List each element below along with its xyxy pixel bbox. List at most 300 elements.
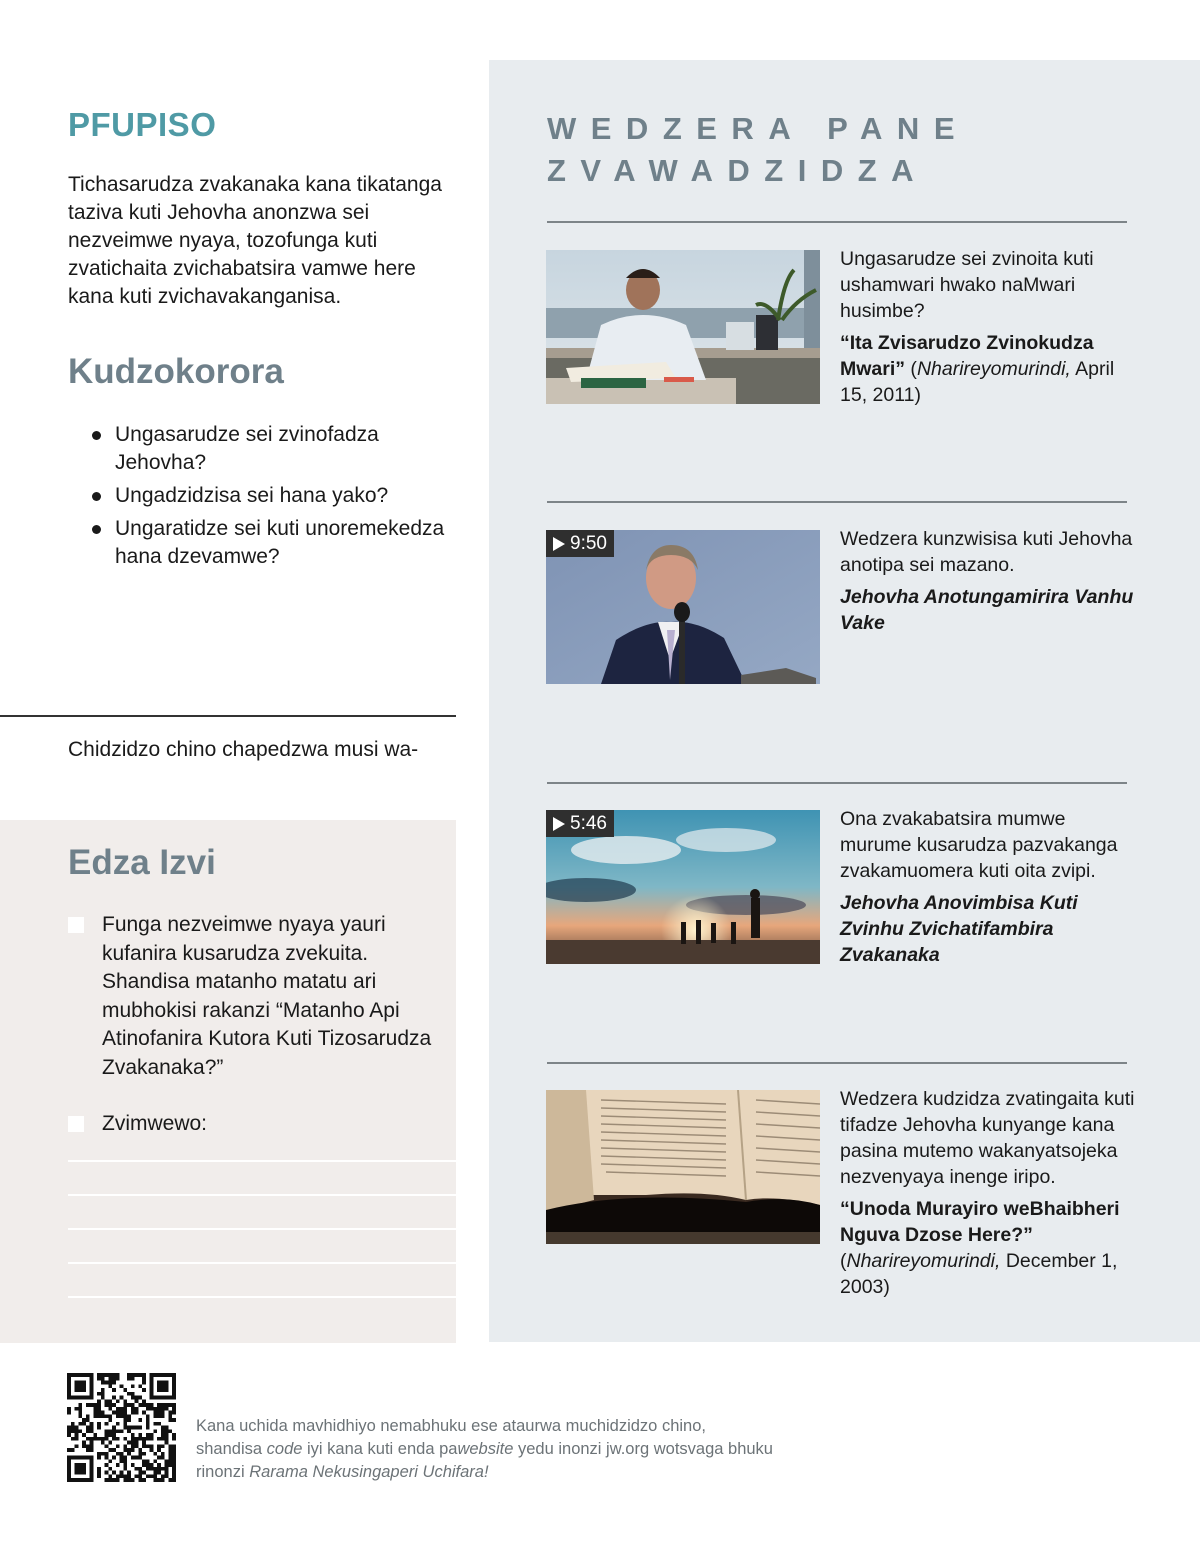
qr-module (67, 1463, 71, 1467)
review-list (92, 421, 452, 576)
qr-module (138, 1471, 142, 1475)
qr-module (93, 1411, 97, 1415)
qr-module (86, 1403, 90, 1407)
publication-name: Nharireyomurindi, (846, 1250, 1001, 1272)
qr-module (67, 1448, 71, 1452)
qr-module (112, 1373, 116, 1377)
completion-date-text: Chidzidzo chino chapedzwa musi wa- (68, 738, 419, 761)
qr-module (131, 1403, 135, 1407)
qr-module (153, 1429, 157, 1433)
article-title[interactable]: “Ita Zvisarudzo Zvinokudza Mwari” (840, 332, 1094, 380)
qr-module (153, 1471, 157, 1475)
footer-website-word: website (457, 1440, 514, 1458)
qr-module (153, 1422, 157, 1426)
qr-module (161, 1384, 165, 1388)
qr-module (165, 1441, 169, 1445)
article-thumbnail[interactable] (546, 1090, 820, 1244)
review-item-text: Ungaratidze sei kuti unoremekedza hana dzevamwe? (115, 517, 445, 568)
qr-module (86, 1373, 90, 1377)
qr-module (78, 1478, 82, 1482)
qr-module (90, 1441, 94, 1445)
qr-module (105, 1478, 109, 1482)
qr-module (135, 1407, 139, 1411)
qr-module (120, 1474, 124, 1478)
qr-module (105, 1422, 109, 1426)
qr-module (157, 1456, 161, 1460)
qr-module (75, 1388, 79, 1392)
qr-module (172, 1444, 176, 1448)
qr-module (172, 1433, 176, 1437)
qr-module (90, 1437, 94, 1441)
qr-module (82, 1456, 86, 1460)
qr-module (153, 1411, 157, 1415)
qr-module (131, 1384, 135, 1388)
qr-module (123, 1422, 127, 1426)
qr-module (142, 1437, 146, 1441)
qr-module (168, 1448, 172, 1452)
qr-module (123, 1467, 127, 1471)
checkbox[interactable] (68, 1116, 84, 1132)
qr-module (78, 1411, 82, 1415)
qr-module (108, 1418, 112, 1422)
qr-module (165, 1396, 169, 1400)
review-item-text: Ungadzidzisa sei hana yako? (115, 484, 389, 507)
qr-module (90, 1474, 94, 1478)
footer-book-title: Rarama Nekusingaperi Uchifara! (249, 1463, 489, 1481)
qr-module (172, 1392, 176, 1396)
qr-module (157, 1384, 161, 1388)
qr-module (161, 1411, 165, 1415)
qr-module (90, 1478, 94, 1482)
qr-module (97, 1373, 101, 1377)
bullet-icon (92, 525, 101, 534)
qr-module (127, 1471, 131, 1475)
qr-module (138, 1474, 142, 1478)
review-item (92, 421, 452, 477)
qr-module (165, 1433, 169, 1437)
qr-module (67, 1407, 71, 1411)
qr-module (168, 1403, 172, 1407)
qr-module (142, 1373, 146, 1377)
qr-module (138, 1456, 142, 1460)
qr-module (105, 1403, 109, 1407)
qr-module (112, 1433, 116, 1437)
writing-line[interactable] (68, 1296, 456, 1298)
qr-module (67, 1392, 71, 1396)
qr-module (157, 1478, 161, 1482)
qr-module (131, 1373, 135, 1377)
qr-module (97, 1399, 101, 1403)
review-item (92, 482, 452, 510)
qr-module (135, 1437, 139, 1441)
qr-module (120, 1414, 124, 1418)
qr-module (97, 1456, 101, 1460)
qr-module (123, 1407, 127, 1411)
qr-module (138, 1437, 142, 1441)
qr-module (153, 1478, 157, 1482)
qr-module (67, 1373, 71, 1377)
qr-module (93, 1403, 97, 1407)
qr-module (75, 1407, 79, 1411)
qr-module (120, 1452, 124, 1456)
qr-module (142, 1403, 146, 1407)
qr-module (161, 1388, 165, 1392)
qr-module (123, 1437, 127, 1441)
qr-module (67, 1384, 71, 1388)
learn-more-item (840, 806, 1140, 968)
qr-module (172, 1471, 176, 1475)
qr-module (127, 1441, 131, 1445)
qr-module (67, 1456, 71, 1460)
section-divider (547, 1062, 1127, 1064)
qr-module (172, 1437, 176, 1441)
qr-module (97, 1422, 101, 1426)
article-reference[interactable]: “Unoda Murayiro weBhaibheri Nguva Dzose Here?” (Nharireyomurindi, December 1, 2003) (840, 1198, 1120, 1298)
qr-module (168, 1444, 172, 1448)
qr-module (153, 1452, 157, 1456)
qr-module (142, 1463, 146, 1467)
qr-module (172, 1388, 176, 1392)
qr-module (82, 1418, 86, 1422)
qr-module (123, 1418, 127, 1422)
open-bible-image (546, 1090, 820, 1244)
qr-module (138, 1426, 142, 1430)
qr-module (138, 1403, 142, 1407)
qr-module (67, 1381, 71, 1385)
item-description: Wedzera kudzidza zvatingaita kuti tifadze Jehovha kunyange kana pasina mutemo wakanyatsojeka nezvenyaya inenge iripo. (840, 1088, 1135, 1188)
item-description: Wedzera kunzwisisa kuti Jehovha anotipa sei mazano. (840, 528, 1133, 576)
qr-module (123, 1388, 127, 1392)
qr-module (172, 1396, 176, 1400)
qr-module (172, 1418, 176, 1422)
qr-module (108, 1381, 112, 1385)
qr-module (75, 1396, 79, 1400)
qr-module (138, 1418, 142, 1422)
qr-module (135, 1396, 139, 1400)
qr-module (138, 1467, 142, 1471)
qr-module (153, 1459, 157, 1463)
qr-module (150, 1388, 154, 1392)
qr-module (108, 1474, 112, 1478)
learn-more-item (840, 526, 1140, 636)
qr-module (101, 1373, 105, 1377)
qr-module (90, 1388, 94, 1392)
qr-module (120, 1396, 124, 1400)
qr-module (105, 1471, 109, 1475)
footer-text-part: iyi kana kuti enda pa (302, 1440, 458, 1458)
qr-module (146, 1426, 150, 1430)
qr-module (90, 1377, 94, 1381)
qr-module (86, 1448, 90, 1452)
qr-module (67, 1474, 71, 1478)
video-thumbnail[interactable] (546, 810, 820, 964)
qr-module (146, 1414, 150, 1418)
qr-module (90, 1422, 94, 1426)
video-duration: 5:46 (570, 813, 607, 834)
qr-module (142, 1471, 146, 1475)
qr-module (172, 1456, 176, 1460)
article-thumbnail[interactable] (546, 250, 820, 404)
qr-module (161, 1437, 165, 1441)
qr-module (161, 1414, 165, 1418)
qr-module (123, 1463, 127, 1467)
qr-module (165, 1407, 169, 1411)
qr-module (146, 1463, 150, 1467)
qr-module (127, 1478, 131, 1482)
qr-module (90, 1448, 94, 1452)
qr-module (138, 1452, 142, 1456)
qr-module (71, 1426, 75, 1430)
qr-module (86, 1456, 90, 1460)
qr-module (78, 1471, 82, 1475)
writing-line[interactable] (68, 1262, 456, 1264)
video-thumbnail[interactable] (546, 530, 820, 684)
qr-module (135, 1373, 139, 1377)
footer-note (196, 1415, 776, 1484)
qr-module (127, 1373, 131, 1377)
qr-code[interactable] (67, 1373, 176, 1482)
qr-module (78, 1381, 82, 1385)
qr-module (112, 1396, 116, 1400)
qr-module (131, 1456, 135, 1460)
qr-module (161, 1474, 165, 1478)
qr-module (97, 1437, 101, 1441)
video-reference[interactable] (840, 584, 1140, 636)
qr-module (82, 1463, 86, 1467)
qr-module (71, 1437, 75, 1441)
qr-module (142, 1381, 146, 1385)
qr-module (67, 1396, 71, 1400)
qr-module (135, 1411, 139, 1415)
qr-module (108, 1384, 112, 1388)
qr-module (112, 1377, 116, 1381)
bullet-icon (92, 492, 101, 501)
qr-module (161, 1407, 165, 1411)
qr-module (101, 1452, 105, 1456)
qr-module (153, 1414, 157, 1418)
qr-module (165, 1373, 169, 1377)
qr-module (101, 1392, 105, 1396)
learn-more-title: WEDZERA PANE ZVAWADZIDZA (547, 111, 969, 188)
qr-module (67, 1377, 71, 1381)
qr-module (78, 1463, 82, 1467)
qr-module (82, 1471, 86, 1475)
qr-module (78, 1388, 82, 1392)
qr-module (123, 1426, 127, 1430)
writing-line[interactable] (68, 1194, 456, 1196)
qr-module (168, 1452, 172, 1456)
section-divider (547, 221, 1127, 223)
qr-module (172, 1381, 176, 1385)
qr-module (116, 1452, 120, 1456)
section-divider (547, 501, 1127, 503)
qr-module (108, 1403, 112, 1407)
qr-module (172, 1448, 176, 1452)
qr-module (123, 1399, 127, 1403)
qr-module (157, 1463, 161, 1467)
qr-module (165, 1437, 169, 1441)
qr-module (97, 1452, 101, 1456)
qr-module (101, 1388, 105, 1392)
qr-module (108, 1441, 112, 1445)
qr-module (75, 1467, 79, 1471)
qr-module (112, 1388, 116, 1392)
qr-module (112, 1411, 116, 1415)
qr-module (172, 1411, 176, 1415)
qr-module (127, 1426, 131, 1430)
qr-module (135, 1441, 139, 1445)
qr-module (123, 1444, 127, 1448)
qr-module (153, 1467, 157, 1471)
qr-module (161, 1396, 165, 1400)
qr-module (90, 1384, 94, 1388)
video-title[interactable]: Jehovha Anotungamirira Vanhu Vake (840, 586, 1134, 634)
qr-module (127, 1414, 131, 1418)
writing-line[interactable] (68, 1160, 456, 1162)
qr-module (127, 1429, 131, 1433)
qr-module (71, 1478, 75, 1482)
qr-module (75, 1444, 79, 1448)
qr-module (101, 1414, 105, 1418)
qr-module (75, 1456, 79, 1460)
qr-module (135, 1474, 139, 1478)
qr-module (157, 1396, 161, 1400)
video-reference[interactable] (840, 890, 1140, 968)
qr-module (157, 1373, 161, 1377)
qr-module (161, 1433, 165, 1437)
qr-module (150, 1373, 154, 1377)
qr-module (123, 1459, 127, 1463)
qr-module (161, 1467, 165, 1471)
qr-module (120, 1407, 124, 1411)
qr-module (120, 1459, 124, 1463)
qr-module (105, 1381, 109, 1385)
article-title[interactable]: “Unoda Murayiro weBhaibheri Nguva Dzose Here?” (840, 1198, 1120, 1246)
qr-module (112, 1429, 116, 1433)
qr-module (131, 1478, 135, 1482)
qr-module (131, 1426, 135, 1430)
qr-module (161, 1373, 165, 1377)
qr-module (116, 1444, 120, 1448)
qr-module (78, 1373, 82, 1377)
qr-module (82, 1422, 86, 1426)
qr-module (71, 1422, 75, 1426)
section-divider (0, 715, 456, 717)
publication-date: December 1, 2003) (840, 1250, 1118, 1298)
qr-module (142, 1377, 146, 1381)
qr-module (138, 1433, 142, 1437)
qr-module (82, 1478, 86, 1482)
summary-text: Tichasarudza zvakanaka kana tikatanga taziva kuti Jehovha anonzwa sei nezveimwe nyaya, tozofunga kuti zvatichaita zvichabatsira vamwe here kana kuti zvichavakanganisa. (68, 173, 442, 308)
play-icon (553, 537, 565, 551)
qr-module (90, 1444, 94, 1448)
qr-module (71, 1373, 75, 1377)
qr-module (146, 1467, 150, 1471)
review-item-text: Ungasarudze sei zvinofadza Jehovha? (115, 423, 379, 474)
footer-code-word: code (266, 1440, 303, 1458)
qr-module (78, 1429, 82, 1433)
qr-module (168, 1429, 172, 1433)
item-description: Ungasarudze sei zvinoita kuti ushamwari hwako naMwari husimbe? (840, 248, 1094, 322)
qr-module (105, 1373, 109, 1377)
qr-module (116, 1411, 120, 1415)
qr-module (90, 1381, 94, 1385)
qr-module (157, 1437, 161, 1441)
qr-module (150, 1474, 154, 1478)
qr-module (71, 1429, 75, 1433)
qr-module (108, 1429, 112, 1433)
qr-module (150, 1444, 154, 1448)
qr-module (135, 1444, 139, 1448)
article-reference[interactable]: “Ita Zvisarudzo Zvinokudza Mwari” (Nharireyomurindi, April 15, 2011) (840, 332, 1115, 406)
qr-module (75, 1384, 79, 1388)
qr-module (123, 1448, 127, 1452)
qr-module (86, 1429, 90, 1433)
qr-module (86, 1414, 90, 1418)
qr-module (131, 1411, 135, 1415)
qr-module (146, 1403, 150, 1407)
qr-module (142, 1452, 146, 1456)
qr-module (165, 1463, 169, 1467)
qr-module (127, 1448, 131, 1452)
qr-module (116, 1437, 120, 1441)
qr-module (157, 1407, 161, 1411)
qr-module (112, 1478, 116, 1482)
review-item (92, 515, 452, 571)
qr-module (116, 1407, 120, 1411)
qr-module (157, 1467, 161, 1471)
qr-module (112, 1448, 116, 1452)
qr-module (105, 1452, 109, 1456)
checkbox[interactable] (68, 917, 84, 933)
qr-module (165, 1471, 169, 1475)
qr-module (153, 1373, 157, 1377)
qr-module (150, 1381, 154, 1385)
qr-module (108, 1448, 112, 1452)
qr-module (127, 1418, 131, 1422)
qr-module (120, 1429, 124, 1433)
qr-module (82, 1467, 86, 1471)
summary-title: PFUPISO (68, 106, 217, 143)
qr-module (93, 1407, 97, 1411)
qr-module (161, 1429, 165, 1433)
qr-module (67, 1459, 71, 1463)
qr-module (108, 1399, 112, 1403)
qr-module (172, 1467, 176, 1471)
qr-module (97, 1392, 101, 1396)
qr-module (75, 1433, 79, 1437)
qr-module (67, 1429, 71, 1433)
qr-module (135, 1399, 139, 1403)
qr-module (101, 1441, 105, 1445)
qr-module (131, 1463, 135, 1467)
qr-module (157, 1388, 161, 1392)
qr-module (146, 1422, 150, 1426)
learn-more-item (840, 246, 1140, 408)
qr-module (90, 1463, 94, 1467)
qr-module (127, 1452, 131, 1456)
qr-module (161, 1452, 165, 1456)
video-duration-badge (546, 810, 614, 837)
qr-module (131, 1407, 135, 1411)
qr-module (120, 1471, 124, 1475)
writing-line[interactable] (68, 1228, 456, 1230)
video-title[interactable]: Jehovha Anovimbisa Kuti Zvinhu Zvichatifambira Zvakanaka (840, 892, 1078, 966)
qr-module (82, 1444, 86, 1448)
qr-module (67, 1411, 71, 1415)
qr-module (82, 1433, 86, 1437)
qr-module (82, 1396, 86, 1400)
